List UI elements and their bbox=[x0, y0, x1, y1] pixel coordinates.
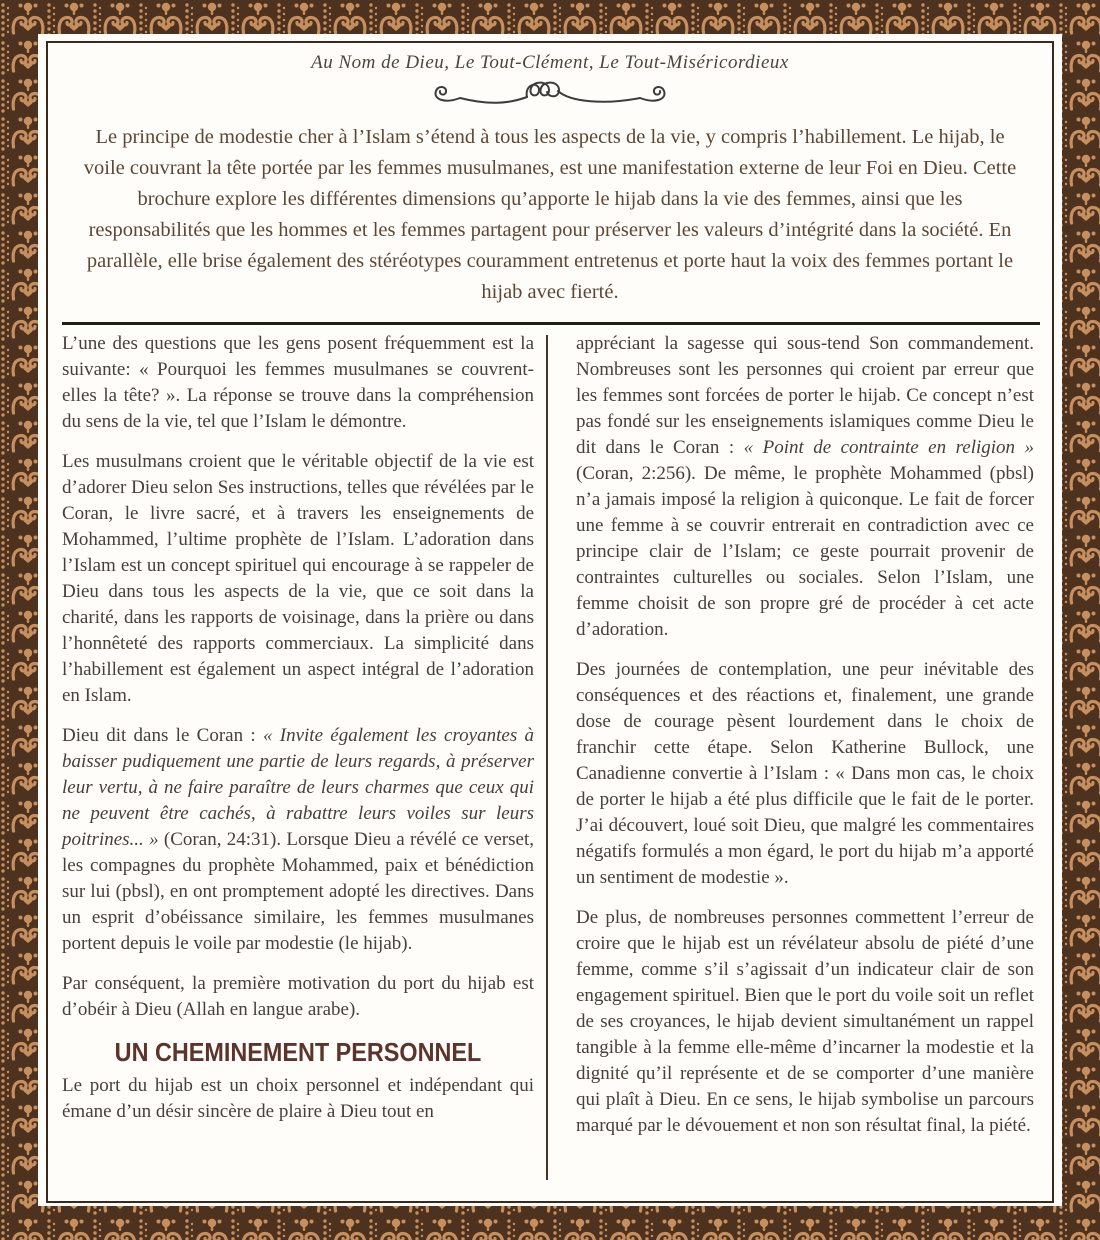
paragraph-personal-choice: Le port du hijab est un choix personnel et indépendant qui émane d’un désir sincère de plaire à Dieu tout en bbox=[62, 1075, 534, 1122]
section-divider-line bbox=[62, 322, 1040, 325]
bismillah-text: Au Nom de Dieu, Le Tout-Clément, Le Tout-Miséricordieux bbox=[311, 52, 789, 73]
paragraph-belief: Les musulmans croient que le véritable objectif de la vie est d’adorer Dieu selon Ses instructions, telles que révélées par le Coran, le livre sacré, et à travers les enseignements de Mohammed, l’ultime prophète de l’Islam. L’adoration dans l’Islam est un concept spirituel qui encourage à se rappeler de Dieu dans tous les aspects de la vie, que ce soit dans la charité, dans les rapports de voisinage, dans la prière ou dans l’honnêteté des rapports commerciaux. La simplicité dans l’habillement est également un aspect intégral de l’adoration en Islam. bbox=[62, 451, 534, 706]
quote-lead: Dieu dit dans le Coran : bbox=[62, 725, 263, 746]
paragraph-coran-quote bbox=[62, 723, 534, 957]
intro-paragraph: Le principe de modestie cher à l’Islam s’étend à tous les aspects de la vie, y compris l’habillement. Le hijab, le voile couvrant la tête portée par les femmes musulmanes, est une manifestation externe de leur Foi en Dieu. Cette brochure explore les différentes dimensions qu’apporte le hijab dans la vie des femmes, ainsi que les responsabilités que les hommes et les femmes partagent pour préserver les valeurs d’intégrité dans la société. En parallèle, elle brise également des stéréotypes couramment entretenus et porte haut la voix des femmes portant le hijab avec fierté. bbox=[83, 126, 1017, 303]
flourish-ornament bbox=[62, 76, 1038, 116]
left-column bbox=[62, 331, 534, 1125]
section-heading: UN CHEMINEMENT PERSONNEL bbox=[114, 1037, 482, 1067]
column-divider-line bbox=[546, 335, 548, 1180]
two-column-body bbox=[62, 331, 1038, 1180]
paragraph-bullock-testimony: Des journées de contemplation, une peur inévitable des conséquences et des réactions et, finalement, une grande dose de courage pèsent lourdement dans le choix de franchir cette étape. Selon Katherine Bullock, une Canadienne convertie à l’Islam : « Dans mon cas, le choix de porter le hijab a été plus difficile que le fait de le porter. J’ai découvert, loué soit Dieu, que malgré les commentaires négatifs formulés a mon égard, le port du hijab m’a apporté un sentiment de modestie ». bbox=[576, 659, 1034, 888]
quote-lead: appréciant la sagesse qui sous-tend Son commandement. Nombreuses sont les personnes qui croient par erreur que les femmes sont forcées de porter le hijab. Ce concept n’est pas fondé sur les enseignements islamiques comme Dieu le dit dans le Coran : bbox=[576, 333, 1034, 458]
paragraph-question: L’une des questions que les gens posent fréquemment est la suivante: « Pourquoi les femmes musulmanes se couvrent-elles la tête? ». La réponse se trouve dans la compréhension du sens de la vie, tel que l’Islam le démontre. bbox=[62, 333, 534, 432]
paragraph-motivation: Par conséquent, la première motivation du port du hijab est d’obéir à Dieu (Allah en langue arabe). bbox=[62, 973, 534, 1020]
paragraph-piety: De plus, de nombreuses personnes commettent l’erreur de croire que le hijab est un révélateur absolu de piété d’une femme, comme s’il s’agissait d’un indicateur clair de son engagement spirituel. Bien que le port du voile soit un reflet de ses croyances, le hijab devient simultanément un rappel tangible à la femme elle-même d’incarner la modestie et la dignité qu’il représente et de se comporter d’une manière qui plaît à Dieu. En ce sens, le hijab symbolise un parcours marqué par le dévouement et non son résultat final, la piété. bbox=[576, 907, 1034, 1136]
swirl-divider-icon bbox=[430, 76, 670, 112]
quote-verse: « Point de contrainte en religion » bbox=[743, 437, 1034, 458]
page-content bbox=[62, 48, 1038, 1198]
paragraph-no-compulsion bbox=[576, 331, 1034, 643]
right-column bbox=[576, 331, 1034, 1139]
quote-rest: (Coran, 2:256). De même, le prophète Mohammed (pbsl) n’a jamais imposé la religion à quiconque. Le fait de forcer une femme à se couvrir entrerait en contradiction avec ce principe clair de l’Islam; ce geste pourrait provenir de contraintes culturelles ou sociales. Selon l’Islam, une femme choisit de son propre gré de procéder à cet acte d’adoration. bbox=[576, 463, 1034, 640]
quote-verse: « Invite également les croyantes à baisser pudiquement une partie de leurs regards, à préserver leur vertu, à ne faire paraître de leurs charmes que ceux qui ne peuvent être cachés, à rabattre leurs voiles sur leurs poitrines... » bbox=[62, 725, 534, 850]
quote-rest: (Coran, 24:31). Lorsque Dieu a révélé ce verset, les compagnes du prophète Mohammed, paix et bénédiction sur lui (pbsl), en ont promptement adopté les directives. Dans un esprit d’obéissance similaire, les femmes musulmanes portent depuis le voile par modestie (le hijab). bbox=[62, 829, 534, 954]
